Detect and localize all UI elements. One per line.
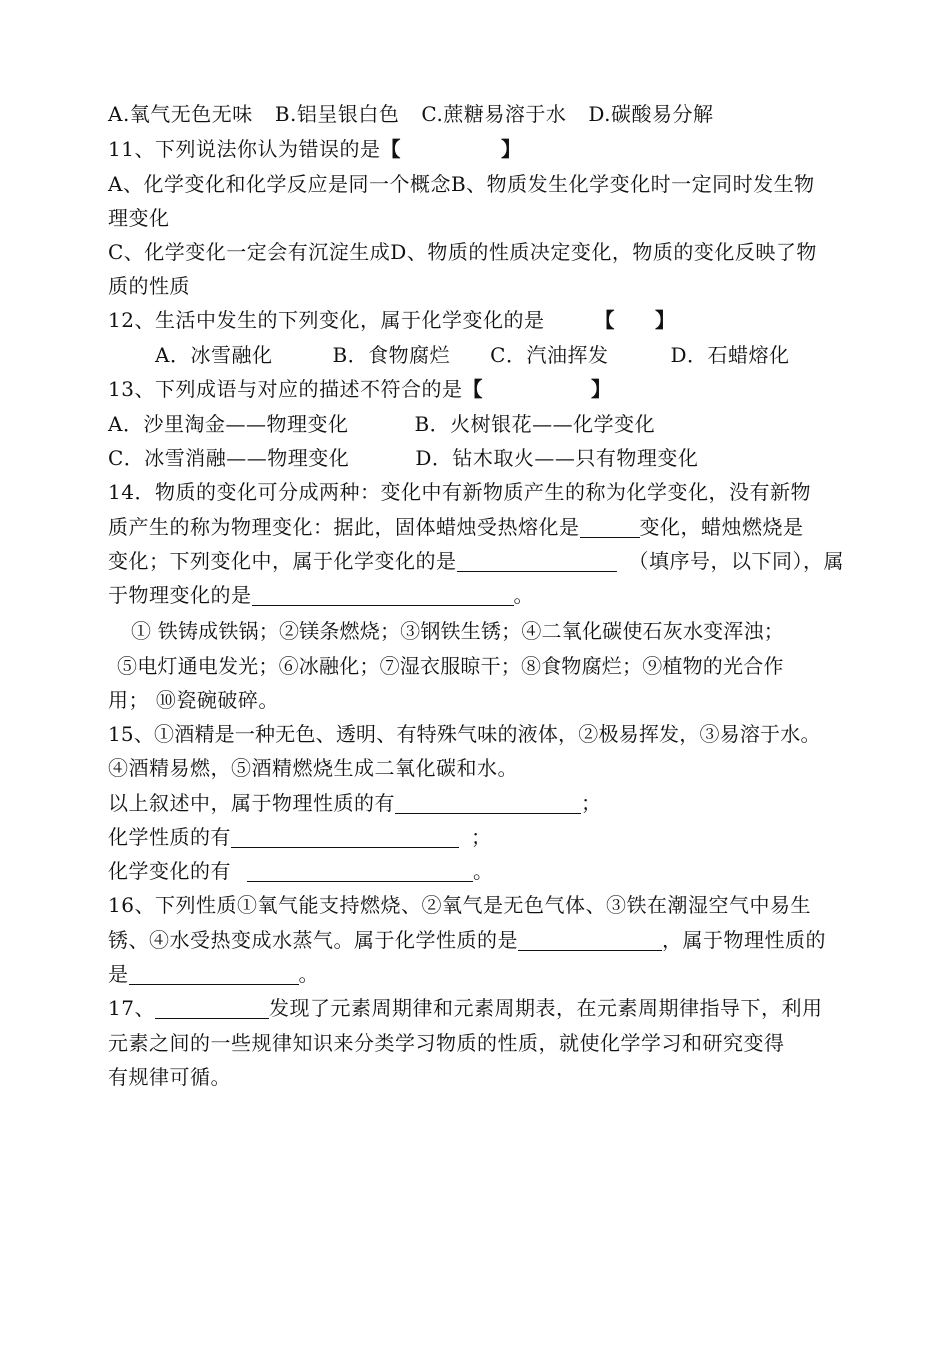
q13-bracket-close: 】 xyxy=(590,377,612,401)
q14-blank-physical[interactable] xyxy=(252,583,514,606)
q11-option-cd-line1: C、化学变化一定会有沉淀生成D、物质的性质决定变化，物质的变化反映了物 xyxy=(108,240,817,264)
q15-change-label: 化学变化的有 xyxy=(108,859,231,883)
q11-stem xyxy=(108,135,521,163)
q12-option-d: D．石蜡熔化 xyxy=(670,343,790,367)
q15-change-end: 。 xyxy=(473,859,494,883)
q15-line2: ④酒精易燃，⑤酒精燃烧生成二氧化碳和水。 xyxy=(108,756,518,780)
q17-line1 xyxy=(108,994,822,1022)
q13-stem xyxy=(108,375,611,403)
q15-physical-row xyxy=(108,789,602,817)
q11-stem-text: 11、下列说法你认为错误的是 xyxy=(108,137,381,161)
q12-options xyxy=(155,341,790,369)
q17-line1-tail: 发现了元素周期律和元素周期表，在元素周期律指导下，利用 xyxy=(268,996,823,1020)
q17-number: 17、 xyxy=(108,996,155,1020)
q16-line3-text: 是 xyxy=(108,962,129,986)
q13-options-ab xyxy=(108,410,655,438)
q13-option-d: D．钻木取火——只有物理变化 xyxy=(415,446,699,470)
q11-bracket-open: 【 xyxy=(380,137,401,161)
q13-option-c: C．冰雪消融——物理变化 xyxy=(108,446,350,470)
q16-blank-chemical[interactable] xyxy=(518,928,662,951)
q17-blank-scientist[interactable] xyxy=(155,996,269,1019)
q15-change-row xyxy=(108,857,494,885)
q16-line2 xyxy=(108,926,826,954)
q10-options xyxy=(108,100,714,128)
q12-option-c: C．汽油挥发 xyxy=(490,343,609,367)
q12-stem-text: 12、生活中发生的下列变化，属于化学变化的是 xyxy=(108,308,545,332)
q12-option-b: B．食物腐烂 xyxy=(332,343,451,367)
q15-physical-label: 以上叙述中，属于物理性质的有 xyxy=(108,791,395,815)
q15-blank-change[interactable] xyxy=(247,859,473,882)
q16-blank-physical[interactable] xyxy=(129,962,299,985)
q13-options-cd xyxy=(108,444,698,472)
q12-bracket-open: 【 xyxy=(594,308,615,332)
q15-chemical-label: 化学性质的有 xyxy=(108,825,231,849)
q14-blank-melting[interactable] xyxy=(580,515,640,538)
q12-option-a: A．冰雪融化 xyxy=(155,343,273,367)
q11-option-ab-line2: 理变化 xyxy=(108,206,170,230)
q16-line3 xyxy=(108,960,319,988)
q14-items-line1: ① 铁铸成铁锅；②镁条燃烧；③钢铁生锈；④二氧化碳使石灰水变浑浊； xyxy=(131,619,784,643)
q14-line2-text: 质产生的称为物理变化：据此，固体蜡烛受热熔化是 xyxy=(108,515,580,539)
q14-blank-chemical[interactable] xyxy=(457,549,617,572)
q13-stem-text: 13、下列成语与对应的描述不符合的是 xyxy=(108,377,463,401)
q15-blank-physical[interactable] xyxy=(395,791,581,814)
q10-option-c: C.蔗糖易溶于水 xyxy=(421,102,567,126)
q16-line3-end: 。 xyxy=(298,962,319,986)
q16-line2-text: 锈、④水受热变成水蒸气。属于化学性质的是 xyxy=(108,928,518,952)
q15-chemical-row xyxy=(108,823,492,851)
q11-option-cd-line2: 质的性质 xyxy=(108,274,190,298)
q11-option-ab-line1: A、化学变化和化学反应是同一个概念B、物质发生化学变化时一定同时发生物 xyxy=(108,172,815,196)
q17-line2: 元素之间的一些规律知识来分类学习物质的性质，就使化学学习和研究变得 xyxy=(108,1031,785,1055)
q14-line2-tail: 变化，蜡烛燃烧是 xyxy=(639,515,804,539)
q12-stem xyxy=(108,306,675,334)
q12-bracket-close: 】 xyxy=(654,308,676,332)
q15-chemical-end: ； xyxy=(471,825,492,849)
q14-line3-tail: （填序号，以下同），属 xyxy=(628,549,844,573)
q14-line4-tail: 。 xyxy=(513,583,534,607)
q13-option-a: A．沙里淘金——物理变化 xyxy=(108,412,349,436)
q17-line3: 有规律可循。 xyxy=(108,1065,231,1089)
q14-items-line3: 用； ⑩瓷碗破碎。 xyxy=(108,688,279,712)
q13-option-b: B．火树银花——化学变化 xyxy=(414,412,656,436)
q15-blank-chemical[interactable] xyxy=(231,825,459,848)
q14-items-line2: ⑤电灯通电发光；⑥冰融化；⑦湿衣服晾干；⑧食物腐烂；⑨植物的光合作 xyxy=(117,654,784,678)
q11-bracket-close: 】 xyxy=(500,137,522,161)
q10-option-d: D.碳酸易分解 xyxy=(588,102,714,126)
q16-line2-tail: ，属于物理性质的 xyxy=(662,928,826,952)
q14-line1: 14．物质的变化可分成两种：变化中有新物质产生的称为化学变化，没有新物 xyxy=(108,480,811,504)
q15-line1: 15、①酒精是一种无色、透明、有特殊气味的液体，②极易挥发，③易溶于水。 xyxy=(108,722,821,746)
q14-line3-text: 变化；下列变化中，属于化学变化的是 xyxy=(108,549,457,573)
q13-bracket-open: 【 xyxy=(462,377,483,401)
q14-line2 xyxy=(108,513,804,541)
q14-line4-text: 于物理变化的是 xyxy=(108,583,252,607)
q10-option-a: A.氧气无色无味 xyxy=(108,102,253,126)
q14-line4 xyxy=(108,581,534,609)
q16-line1: 16、下列性质①氧气能支持燃烧、②氧气是无色气体、③铁在潮湿空气中易生 xyxy=(108,893,811,917)
q10-option-b: B.铝呈银白色 xyxy=(274,102,400,126)
q14-line3 xyxy=(108,547,844,575)
q15-physical-end: ； xyxy=(581,791,602,815)
